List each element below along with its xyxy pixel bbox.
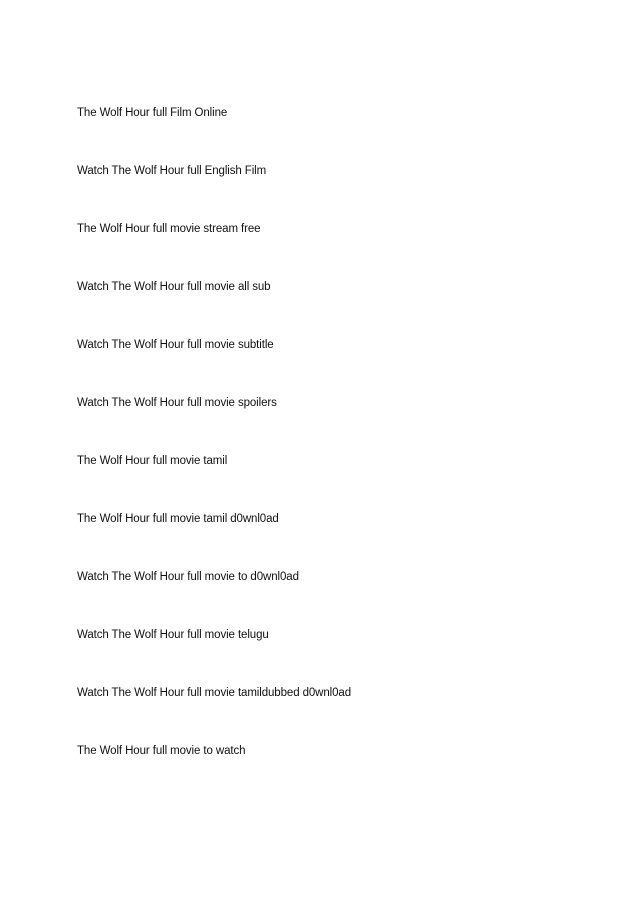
text-line: Watch The Wolf Hour full movie telugu [77,629,269,641]
text-line: Watch The Wolf Hour full movie to d0wnl0ad [77,571,299,583]
text-lines [77,105,351,801]
text-line: Watch The Wolf Hour full movie all sub [77,281,271,293]
text-line: Watch The Wolf Hour full movie subtitle [77,339,274,351]
text-line: The Wolf Hour full movie to watch [77,745,246,757]
text-line: Watch The Wolf Hour full English Film [77,165,267,177]
text-line: Watch The Wolf Hour full movie spoilers [77,397,277,409]
text-line: Watch The Wolf Hour full movie tamildubbed d0wnl0ad [77,687,352,699]
text-line: The Wolf Hour full movie stream free [77,223,261,235]
text-line: The Wolf Hour full movie tamil d0wnl0ad [77,513,279,525]
text-line: The Wolf Hour full movie tamil [77,455,228,467]
text-line: The Wolf Hour full Film Online [77,107,228,119]
